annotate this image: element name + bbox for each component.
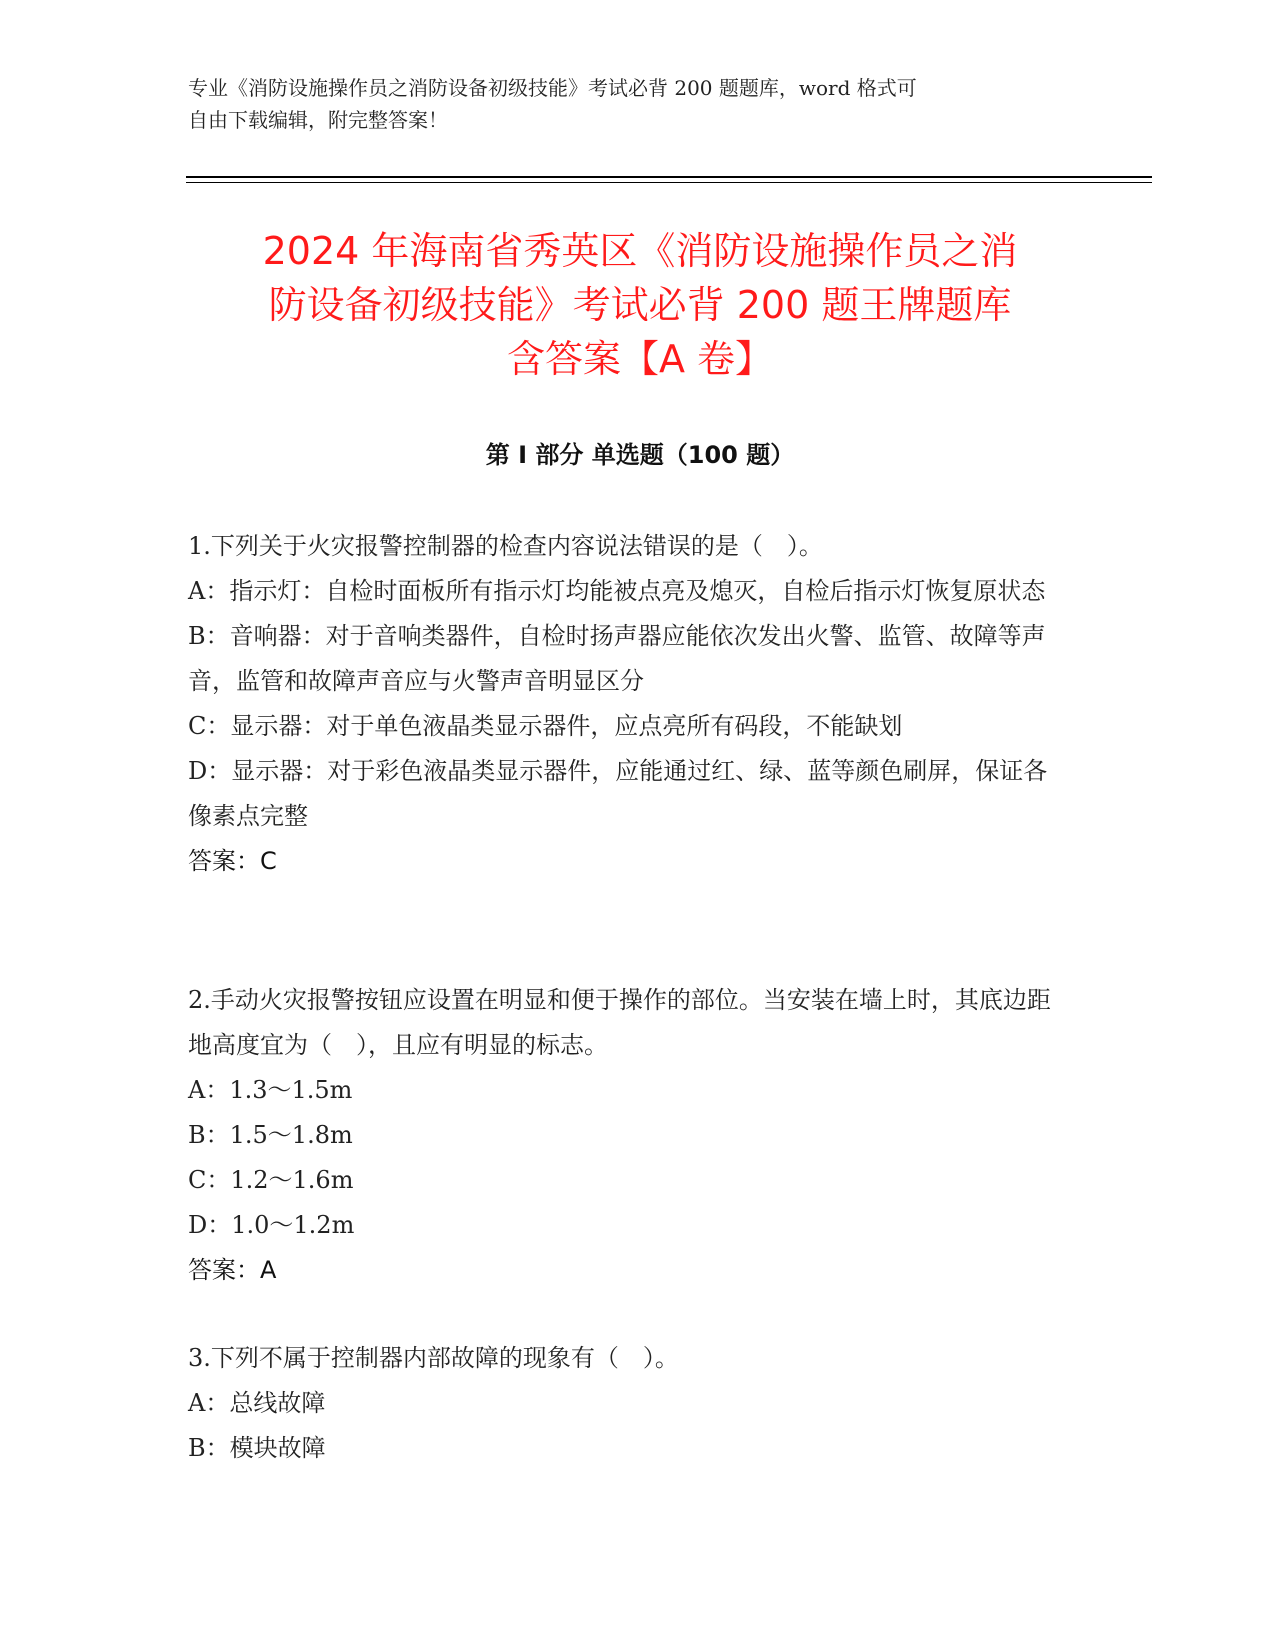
option-a: A：指示灯：自检时面板所有指示灯均能被点亮及熄灭，自检后指示灯恢复原状态 (188, 577, 1046, 605)
option-c: C：1.2～1.6m (188, 1166, 354, 1194)
option-b: B：模块故障 (188, 1434, 326, 1462)
document-title-line-3: 含答案【A 卷】 (506, 337, 774, 381)
option-a: A：总线故障 (188, 1389, 326, 1417)
option-d: D：显示器：对于彩色液晶类显示器件，应能通过红、绿、蓝等颜色刷屏，保证各像素点完整 (188, 757, 1048, 830)
option-c: C：显示器：对于单色液晶类显示器件，应点亮所有码段，不能缺划 (188, 712, 903, 740)
section-heading: 第 I 部分 单选题（100 题） (485, 441, 795, 469)
header-note-line-2: 自由下载编辑，附完整答案！ (188, 108, 448, 132)
option-b: B：1.5～1.8m (188, 1121, 353, 1149)
header-rule-thin (186, 182, 1152, 183)
answer: 答案：A (188, 1256, 277, 1284)
option-a: A：1.3～1.5m (188, 1076, 353, 1104)
document-title-line-1: 2024 年海南省秀英区《消防设施操作员之消 (262, 229, 1018, 273)
question-2 (188, 978, 1068, 1293)
question-stem: 2.手动火灾报警按钮应设置在明显和便于操作的部位。当安装在墙上时，其底边距地高度宜为（ ），且应有明显的标志。 (188, 986, 1051, 1059)
answer: 答案：C (188, 847, 277, 875)
question-stem: 3.下列不属于控制器内部故障的现象有（ ）。 (188, 1344, 679, 1372)
header-rule-thick (186, 176, 1152, 178)
question-1 (188, 524, 1068, 884)
option-b: B：音响器：对于音响类器件，自检时扬声器应能依次发出火警、监管、故障等声音，监管和故障声音应与火警声音明显区分 (188, 622, 1046, 695)
question-stem: 1.下列关于火灾报警控制器的检查内容说法错误的是（ ）。 (188, 532, 823, 560)
question-3 (188, 1336, 1068, 1471)
option-d: D：1.0～1.2m (188, 1211, 355, 1239)
document-title-line-2: 防设备初级技能》考试必背 200 题王牌题库 (268, 283, 1012, 327)
header-note (188, 72, 1068, 136)
document-title (160, 224, 1120, 386)
header-note-line-1: 专业《消防设施操作员之消防设备初级技能》考试必背 200 题题库，word 格式可 (188, 76, 917, 100)
